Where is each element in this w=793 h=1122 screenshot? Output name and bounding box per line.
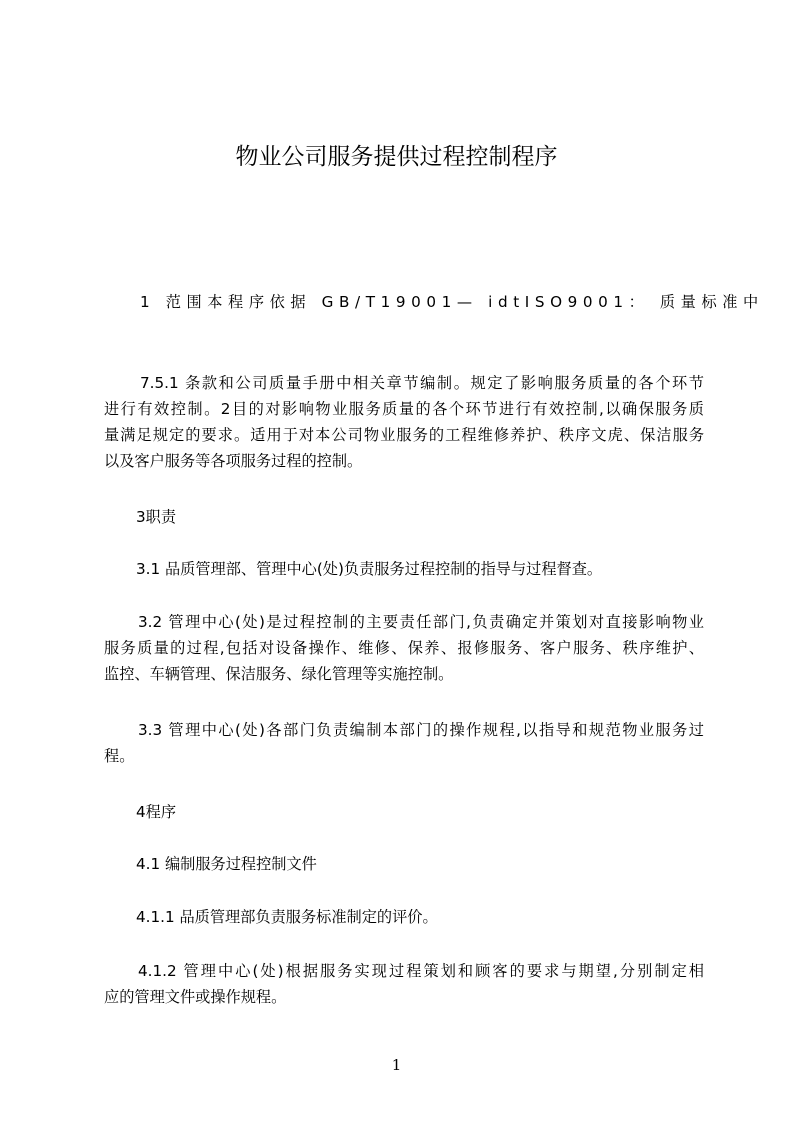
text-line: 4.1 编制服务过程控制文件: [136, 855, 317, 873]
section-heading: 3职责: [136, 508, 177, 526]
section-heading: 4程序: [136, 803, 177, 821]
text-line: 程。: [104, 747, 135, 765]
text-line: 以及客户服务等各项服务过程的控制。: [104, 452, 363, 470]
page-number: 1: [391, 1056, 402, 1074]
text-line: 7.5.1 条款和公司质量手册中相关章节编制。规定了影响服务质量的各个环节: [140, 374, 704, 392]
text-line: 3.3 管理中心(处)各部门负责编制本部门的操作规程,以指导和规范物业服务过: [138, 721, 704, 739]
text-line: 监控、车辆管理、保洁服务、绿化管理等实施控制。: [104, 665, 454, 683]
text-line: 4.1.1 品质管理部负责服务标准制定的评价。: [136, 908, 438, 926]
text-line: 1 范围本程序依据 GB/T19001— idtISO9001： 质量标准中: [140, 293, 764, 311]
document-title: 物业公司服务提供过程控制程序: [235, 144, 558, 170]
text-line: 4.1.2 管理中心(处)根据服务实现过程策划和顾客的要求与期望,分别制定相: [138, 962, 704, 980]
text-line: 3.1 品质管理部、管理中心(处)负责服务过程控制的指导与过程督查。: [136, 560, 603, 578]
text-line: 进行有效控制。2目的对影响物业服务质量的各个环节进行有效控制,以确保服务质: [104, 400, 704, 418]
text-line: 3.2 管理中心(处)是过程控制的主要责任部门,负责确定并策划对直接影响物业: [138, 613, 704, 631]
text-line: 应的管理文件或操作规程。: [104, 988, 287, 1006]
text-line: 量满足规定的要求。适用于对本公司物业服务的工程维修养护、秩序文虎、保洁服务: [104, 426, 704, 444]
text-line: 服务质量的过程,包括对设备操作、维修、保养、报修服务、客户服务、秩序维护、: [104, 639, 704, 657]
